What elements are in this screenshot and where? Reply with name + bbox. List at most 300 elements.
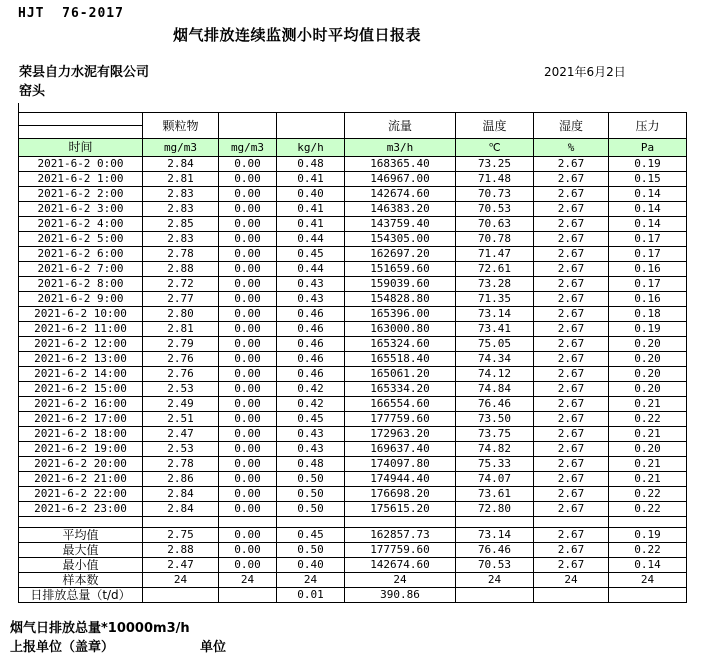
summary-value-cell: 162857.73	[345, 528, 456, 543]
summary-value-cell: 2.67	[534, 528, 609, 543]
split-bottom-subcell	[19, 126, 142, 138]
value-cell: 154305.00	[345, 232, 456, 247]
value-cell: 72.61	[456, 262, 534, 277]
value-cell: 0.50	[277, 472, 345, 487]
value-cell: 166554.60	[345, 397, 456, 412]
value-cell: 0.41	[277, 202, 345, 217]
page-title: 烟气排放连续监测小时平均值日报表	[173, 26, 422, 44]
value-cell: 74.84	[456, 382, 534, 397]
column-header-flow: 流量	[345, 113, 456, 139]
summary-value-cell: 2.67	[534, 543, 609, 558]
value-cell: 73.61	[456, 487, 534, 502]
table-row	[19, 172, 687, 187]
value-cell: 2.76	[143, 367, 219, 382]
value-cell: 0.42	[277, 382, 345, 397]
value-cell: 2.81	[143, 172, 219, 187]
reporting-unit-label: 上报单位（盖章）	[10, 640, 115, 655]
summary-value-cell: 0.01	[277, 588, 345, 603]
value-cell: 0.00	[219, 382, 277, 397]
summary-label-cell: 最大值	[19, 543, 143, 558]
summary-value-cell: 0.19	[609, 528, 687, 543]
time-cell: 2021-6-2 3:00	[19, 202, 143, 217]
unit-mg-m3-1: mg/m3	[143, 139, 219, 157]
time-cell: 2021-6-2 16:00	[19, 397, 143, 412]
table-row	[19, 202, 687, 217]
summary-row	[19, 543, 687, 558]
split-top-subcell	[19, 113, 142, 126]
value-cell: 2.67	[534, 472, 609, 487]
table-row	[19, 472, 687, 487]
summary-value-cell	[534, 588, 609, 603]
time-cell: 2021-6-2 13:00	[19, 352, 143, 367]
summary-value-cell: 24	[456, 573, 534, 588]
time-cell: 2021-6-2 9:00	[19, 292, 143, 307]
unit-pa: Pa	[609, 139, 687, 157]
time-cell: 2021-6-2 1:00	[19, 172, 143, 187]
empty-cell	[534, 517, 609, 528]
time-cell: 2021-6-2 0:00	[19, 157, 143, 172]
hourly-data-body	[19, 157, 687, 517]
summary-value-cell: 0.50	[277, 543, 345, 558]
value-cell: 0.00	[219, 487, 277, 502]
empty-cell	[609, 517, 687, 528]
summary-value-cell: 24	[277, 573, 345, 588]
time-header-split-cell	[19, 113, 143, 139]
unit-header-row	[19, 139, 687, 157]
value-cell: 2.67	[534, 202, 609, 217]
group-header-row	[19, 113, 687, 139]
summary-value-cell: 390.86	[345, 588, 456, 603]
table-row	[19, 457, 687, 472]
value-cell: 0.21	[609, 397, 687, 412]
value-cell: 2.67	[534, 442, 609, 457]
value-cell: 74.12	[456, 367, 534, 382]
time-cell: 2021-6-2 10:00	[19, 307, 143, 322]
value-cell: 0.22	[609, 412, 687, 427]
table-row	[19, 292, 687, 307]
value-cell: 0.21	[609, 472, 687, 487]
value-cell: 0.20	[609, 337, 687, 352]
value-cell: 0.43	[277, 442, 345, 457]
value-cell: 0.17	[609, 232, 687, 247]
value-cell: 0.46	[277, 322, 345, 337]
unit-m3-h: m3/h	[345, 139, 456, 157]
value-cell: 0.00	[219, 157, 277, 172]
summary-label-cell: 日排放总量（t/d）	[19, 588, 143, 603]
value-cell: 0.50	[277, 502, 345, 517]
summary-label-cell: 最小值	[19, 558, 143, 573]
table-row	[19, 277, 687, 292]
table-row	[19, 427, 687, 442]
empty-cell	[19, 517, 143, 528]
value-cell: 2.88	[143, 262, 219, 277]
value-cell: 0.00	[219, 247, 277, 262]
value-cell: 73.25	[456, 157, 534, 172]
value-cell: 70.73	[456, 187, 534, 202]
column-header-blank-2	[277, 113, 345, 139]
value-cell: 74.34	[456, 352, 534, 367]
summary-value-cell	[219, 588, 277, 603]
value-cell: 2.67	[534, 352, 609, 367]
column-header-temperature: 温度	[456, 113, 534, 139]
value-cell: 0.21	[609, 457, 687, 472]
spacer-row	[19, 517, 687, 528]
summary-row	[19, 558, 687, 573]
value-cell: 71.47	[456, 247, 534, 262]
value-cell: 71.35	[456, 292, 534, 307]
summary-value-cell: 2.67	[534, 558, 609, 573]
value-cell: 174944.40	[345, 472, 456, 487]
summary-value-cell: 0.22	[609, 543, 687, 558]
value-cell: 0.00	[219, 457, 277, 472]
value-cell: 2.67	[534, 232, 609, 247]
table-row	[19, 262, 687, 277]
value-cell: 0.00	[219, 187, 277, 202]
value-cell: 0.19	[609, 157, 687, 172]
value-cell: 74.07	[456, 472, 534, 487]
value-cell: 0.00	[219, 442, 277, 457]
summary-value-cell: 0.00	[219, 558, 277, 573]
value-cell: 0.20	[609, 367, 687, 382]
column-header-pressure: 压力	[609, 113, 687, 139]
value-cell: 0.00	[219, 472, 277, 487]
time-cell: 2021-6-2 11:00	[19, 322, 143, 337]
table-row	[19, 487, 687, 502]
value-cell: 142674.60	[345, 187, 456, 202]
time-cell: 2021-6-2 8:00	[19, 277, 143, 292]
value-cell: 0.48	[277, 457, 345, 472]
value-cell: 165396.00	[345, 307, 456, 322]
time-cell: 2021-6-2 4:00	[19, 217, 143, 232]
time-cell: 2021-6-2 14:00	[19, 367, 143, 382]
table-row	[19, 367, 687, 382]
time-cell: 2021-6-2 23:00	[19, 502, 143, 517]
value-cell: 2.67	[534, 247, 609, 262]
value-cell: 165334.20	[345, 382, 456, 397]
summary-row	[19, 588, 687, 603]
value-cell: 0.00	[219, 502, 277, 517]
table-row	[19, 187, 687, 202]
value-cell: 73.28	[456, 277, 534, 292]
summary-value-cell: 24	[219, 573, 277, 588]
summary-body	[19, 517, 687, 603]
value-cell: 72.80	[456, 502, 534, 517]
value-cell: 2.83	[143, 202, 219, 217]
value-cell: 177759.60	[345, 412, 456, 427]
value-cell: 2.49	[143, 397, 219, 412]
value-cell: 146967.00	[345, 172, 456, 187]
summary-value-cell	[143, 588, 219, 603]
doc-code: HJT 76-2017	[18, 6, 124, 21]
value-cell: 172963.20	[345, 427, 456, 442]
value-cell: 2.67	[534, 502, 609, 517]
value-cell: 71.48	[456, 172, 534, 187]
value-cell: 0.43	[277, 427, 345, 442]
value-cell: 2.80	[143, 307, 219, 322]
summary-value-cell	[456, 588, 534, 603]
value-cell: 70.78	[456, 232, 534, 247]
value-cell: 0.16	[609, 262, 687, 277]
value-cell: 165061.20	[345, 367, 456, 382]
table-row	[19, 247, 687, 262]
monitoring-table	[18, 112, 687, 603]
value-cell: 0.20	[609, 442, 687, 457]
value-cell: 2.85	[143, 217, 219, 232]
summary-value-cell: 24	[609, 573, 687, 588]
value-cell: 154828.80	[345, 292, 456, 307]
value-cell: 2.53	[143, 442, 219, 457]
value-cell: 2.77	[143, 292, 219, 307]
value-cell: 2.84	[143, 487, 219, 502]
value-cell: 176698.20	[345, 487, 456, 502]
summary-value-cell: 2.47	[143, 558, 219, 573]
summary-value-cell: 0.45	[277, 528, 345, 543]
value-cell: 0.00	[219, 322, 277, 337]
time-cell: 2021-6-2 15:00	[19, 382, 143, 397]
column-header-blank-1	[219, 113, 277, 139]
value-cell: 73.41	[456, 322, 534, 337]
value-cell: 2.84	[143, 502, 219, 517]
value-cell: 0.42	[277, 397, 345, 412]
report-date: 2021年6月2日	[544, 65, 626, 79]
empty-cell	[456, 517, 534, 528]
value-cell: 2.84	[143, 157, 219, 172]
table-row	[19, 412, 687, 427]
value-cell: 0.19	[609, 322, 687, 337]
table-row	[19, 442, 687, 457]
value-cell: 146383.20	[345, 202, 456, 217]
value-cell: 2.81	[143, 322, 219, 337]
value-cell: 0.15	[609, 172, 687, 187]
summary-value-cell: 177759.60	[345, 543, 456, 558]
unit-percent: %	[534, 139, 609, 157]
time-cell: 2021-6-2 6:00	[19, 247, 143, 262]
value-cell: 2.83	[143, 187, 219, 202]
value-cell: 0.20	[609, 352, 687, 367]
value-cell: 73.14	[456, 307, 534, 322]
empty-cell	[219, 517, 277, 528]
value-cell: 0.00	[219, 277, 277, 292]
time-column-header: 时间	[19, 139, 143, 157]
summary-value-cell: 0.00	[219, 543, 277, 558]
unit-label: 单位	[200, 640, 227, 655]
time-cell: 2021-6-2 12:00	[19, 337, 143, 352]
value-cell: 70.53	[456, 202, 534, 217]
table-row	[19, 157, 687, 172]
table-row	[19, 232, 687, 247]
time-cell: 2021-6-2 18:00	[19, 427, 143, 442]
value-cell: 0.41	[277, 172, 345, 187]
value-cell: 0.14	[609, 187, 687, 202]
value-cell: 0.40	[277, 187, 345, 202]
time-cell: 2021-6-2 20:00	[19, 457, 143, 472]
value-cell: 0.46	[277, 307, 345, 322]
summary-value-cell: 0.14	[609, 558, 687, 573]
value-cell: 2.67	[534, 262, 609, 277]
time-cell: 2021-6-2 2:00	[19, 187, 143, 202]
summary-value-cell: 2.75	[143, 528, 219, 543]
value-cell: 73.50	[456, 412, 534, 427]
value-cell: 0.22	[609, 502, 687, 517]
value-cell: 0.21	[609, 427, 687, 442]
value-cell: 2.67	[534, 217, 609, 232]
value-cell: 2.83	[143, 232, 219, 247]
value-cell: 0.20	[609, 382, 687, 397]
value-cell: 0.00	[219, 352, 277, 367]
value-cell: 0.00	[219, 337, 277, 352]
value-cell: 165518.40	[345, 352, 456, 367]
table-row	[19, 382, 687, 397]
value-cell: 0.00	[219, 397, 277, 412]
value-cell: 0.43	[277, 292, 345, 307]
value-cell: 0.00	[219, 232, 277, 247]
time-cell: 2021-6-2 17:00	[19, 412, 143, 427]
value-cell: 163000.80	[345, 322, 456, 337]
value-cell: 169637.40	[345, 442, 456, 457]
value-cell: 0.44	[277, 232, 345, 247]
value-cell: 2.72	[143, 277, 219, 292]
value-cell: 0.00	[219, 292, 277, 307]
value-cell: 2.47	[143, 427, 219, 442]
table-row	[19, 322, 687, 337]
value-cell: 0.00	[219, 217, 277, 232]
value-cell: 2.67	[534, 172, 609, 187]
value-cell: 2.79	[143, 337, 219, 352]
value-cell: 0.22	[609, 487, 687, 502]
value-cell: 2.67	[534, 427, 609, 442]
value-cell: 2.51	[143, 412, 219, 427]
value-cell: 2.67	[534, 412, 609, 427]
value-cell: 0.45	[277, 247, 345, 262]
value-cell: 74.82	[456, 442, 534, 457]
value-cell: 0.00	[219, 427, 277, 442]
value-cell: 2.67	[534, 367, 609, 382]
summary-value-cell: 76.46	[456, 543, 534, 558]
summary-value-cell: 0.00	[219, 528, 277, 543]
value-cell: 2.67	[534, 307, 609, 322]
value-cell: 0.50	[277, 487, 345, 502]
unit-kg-h: kg/h	[277, 139, 345, 157]
value-cell: 2.67	[534, 187, 609, 202]
table-row	[19, 307, 687, 322]
table-top-tick	[18, 103, 19, 112]
empty-cell	[143, 517, 219, 528]
value-cell: 159039.60	[345, 277, 456, 292]
summary-row	[19, 573, 687, 588]
value-cell: 174097.80	[345, 457, 456, 472]
value-cell: 0.14	[609, 202, 687, 217]
value-cell: 2.67	[534, 457, 609, 472]
value-cell: 2.53	[143, 382, 219, 397]
summary-value-cell: 70.53	[456, 558, 534, 573]
value-cell: 2.67	[534, 277, 609, 292]
value-cell: 2.67	[534, 157, 609, 172]
value-cell: 0.14	[609, 217, 687, 232]
value-cell: 70.63	[456, 217, 534, 232]
empty-cell	[277, 517, 345, 528]
value-cell: 0.17	[609, 247, 687, 262]
summary-value-cell: 24	[534, 573, 609, 588]
value-cell: 0.45	[277, 412, 345, 427]
value-cell: 0.00	[219, 262, 277, 277]
value-cell: 143759.40	[345, 217, 456, 232]
value-cell: 0.41	[277, 217, 345, 232]
value-cell: 76.46	[456, 397, 534, 412]
summary-row	[19, 528, 687, 543]
column-header-particulate: 颗粒物	[143, 113, 219, 139]
value-cell: 75.05	[456, 337, 534, 352]
time-cell: 2021-6-2 5:00	[19, 232, 143, 247]
table-row	[19, 337, 687, 352]
value-cell: 165324.60	[345, 337, 456, 352]
summary-value-cell: 24	[345, 573, 456, 588]
value-cell: 0.44	[277, 262, 345, 277]
unit-celsius: ℃	[456, 139, 534, 157]
value-cell: 2.78	[143, 247, 219, 262]
value-cell: 0.16	[609, 292, 687, 307]
time-cell: 2021-6-2 22:00	[19, 487, 143, 502]
unit-mg-m3-2: mg/m3	[219, 139, 277, 157]
value-cell: 0.00	[219, 202, 277, 217]
value-cell: 2.67	[534, 397, 609, 412]
value-cell: 2.78	[143, 457, 219, 472]
value-cell: 0.43	[277, 277, 345, 292]
value-cell: 0.17	[609, 277, 687, 292]
value-cell: 0.46	[277, 337, 345, 352]
value-cell: 0.00	[219, 172, 277, 187]
value-cell: 0.00	[219, 412, 277, 427]
value-cell: 2.67	[534, 337, 609, 352]
value-cell: 75.33	[456, 457, 534, 472]
value-cell: 151659.60	[345, 262, 456, 277]
table-row	[19, 397, 687, 412]
value-cell: 0.48	[277, 157, 345, 172]
value-cell: 0.00	[219, 307, 277, 322]
value-cell: 2.67	[534, 487, 609, 502]
time-cell: 2021-6-2 7:00	[19, 262, 143, 277]
value-cell: 0.00	[219, 367, 277, 382]
value-cell: 2.67	[534, 292, 609, 307]
summary-value-cell: 142674.60	[345, 558, 456, 573]
summary-value-cell: 73.14	[456, 528, 534, 543]
summary-label-cell: 样本数	[19, 573, 143, 588]
flow-total-note: 烟气日排放总量*10000m3/h	[10, 621, 190, 636]
value-cell: 0.46	[277, 367, 345, 382]
column-header-humidity: 湿度	[534, 113, 609, 139]
summary-value-cell: 0.40	[277, 558, 345, 573]
summary-value-cell: 2.88	[143, 543, 219, 558]
table-row	[19, 217, 687, 232]
time-cell: 2021-6-2 19:00	[19, 442, 143, 457]
station-name: 窑头	[19, 84, 46, 99]
value-cell: 2.86	[143, 472, 219, 487]
table-row	[19, 352, 687, 367]
value-cell: 175615.20	[345, 502, 456, 517]
value-cell: 2.76	[143, 352, 219, 367]
value-cell: 168365.40	[345, 157, 456, 172]
value-cell: 2.67	[534, 322, 609, 337]
table-row	[19, 502, 687, 517]
summary-label-cell: 平均值	[19, 528, 143, 543]
value-cell: 0.46	[277, 352, 345, 367]
summary-value-cell: 24	[143, 573, 219, 588]
value-cell: 0.18	[609, 307, 687, 322]
summary-value-cell	[609, 588, 687, 603]
value-cell: 2.67	[534, 382, 609, 397]
value-cell: 73.75	[456, 427, 534, 442]
value-cell: 162697.20	[345, 247, 456, 262]
company-name: 荣县自力水泥有限公司	[19, 65, 150, 80]
